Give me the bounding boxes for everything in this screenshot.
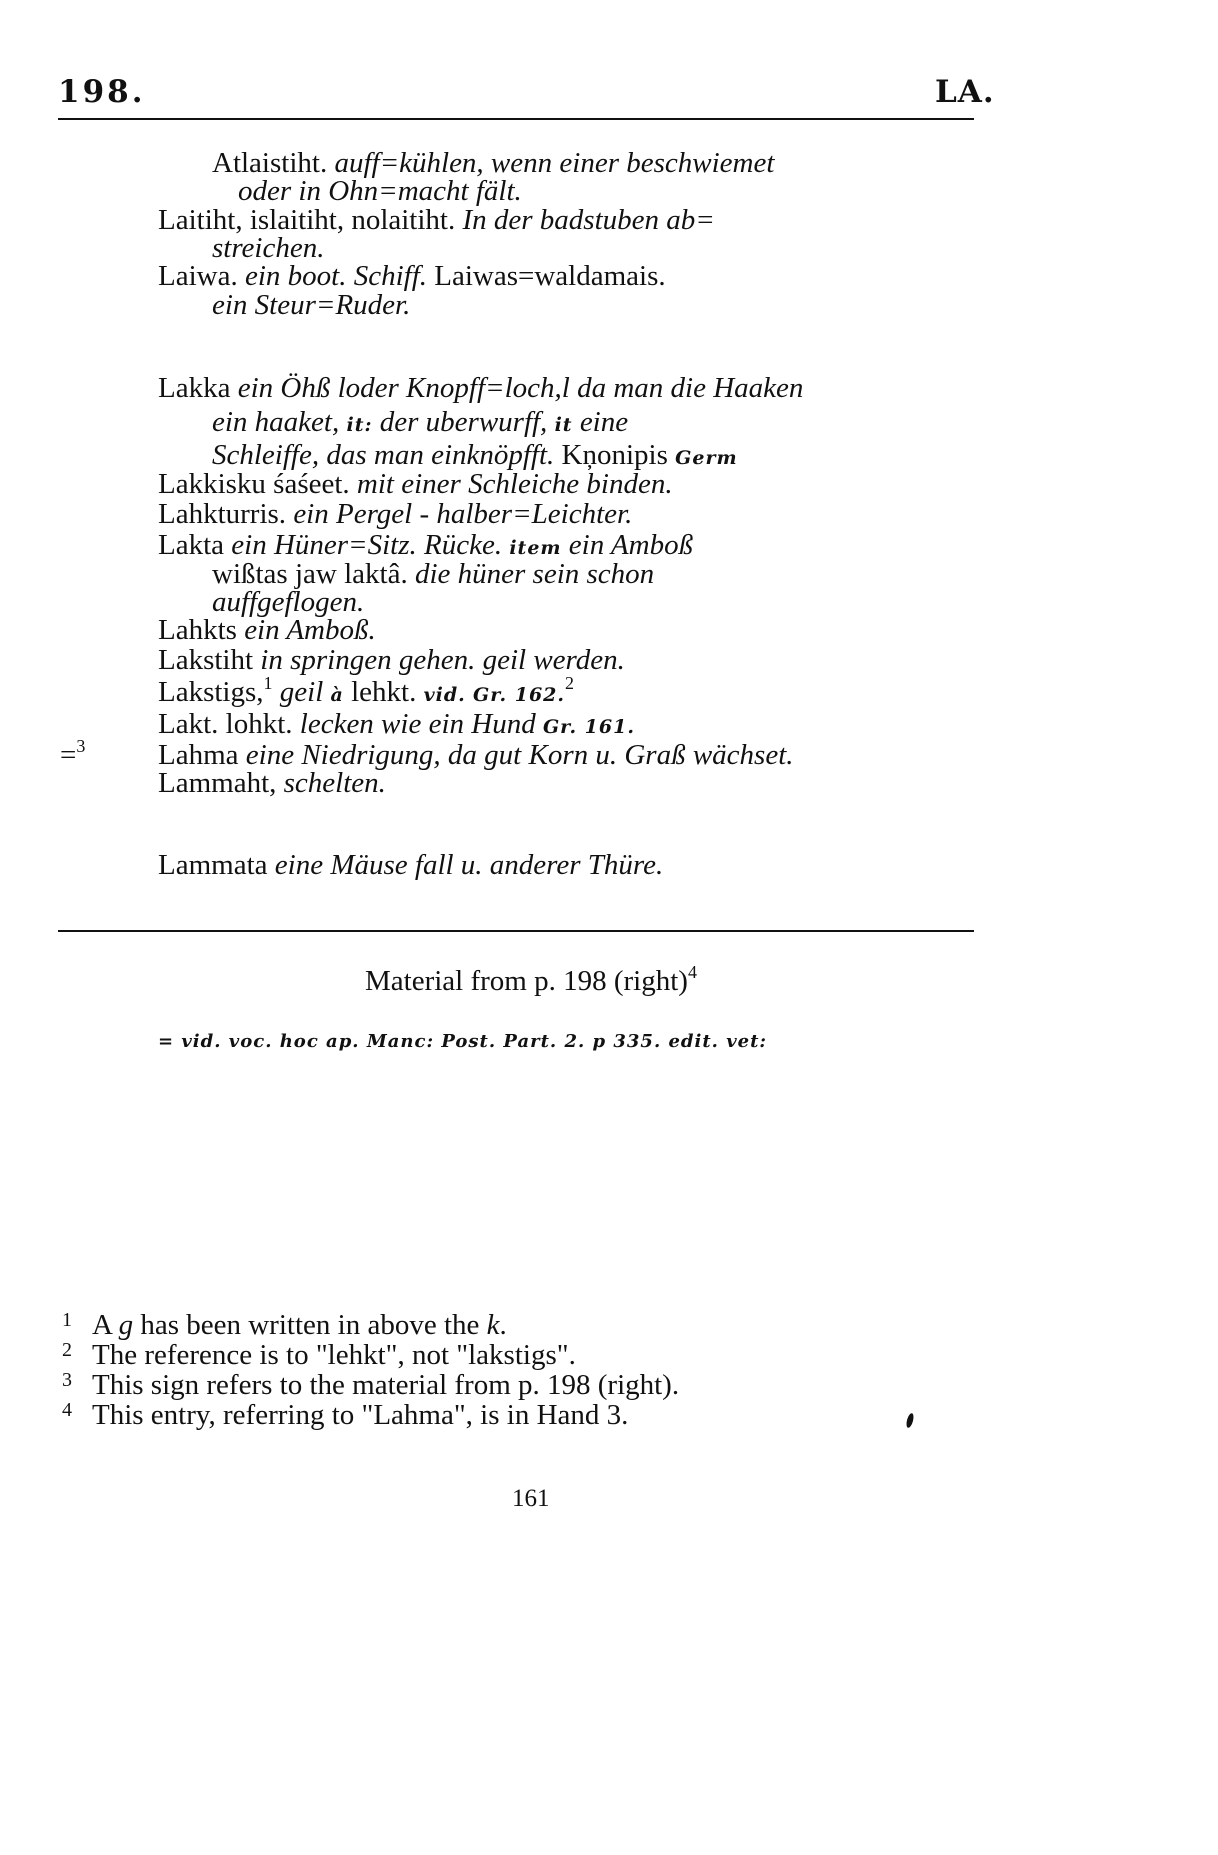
- footnote-ref[interactable]: 3: [76, 736, 86, 756]
- entry-atlaistiht-cont: oder in Ohn=macht fält.: [238, 175, 522, 207]
- footnote-ref[interactable]: 1: [263, 673, 273, 693]
- headword: Lakka: [158, 372, 231, 404]
- footnote-text: This entry, referring to "Lahma", is in Hand 3.: [92, 1399, 629, 1431]
- hand-it: it: [554, 414, 573, 436]
- example: wißtas jaw laktâ.: [212, 558, 408, 590]
- gloss: der uberwurff,: [379, 406, 548, 438]
- footnote-number: 4: [62, 1399, 72, 1421]
- gloss: schelten.: [283, 767, 386, 799]
- gloss: geil: [279, 676, 324, 708]
- footnote-4: [62, 1393, 628, 1432]
- entry-lahkts: [158, 613, 376, 647]
- gloss-parenthetical: loder Knopff=loch,l: [337, 372, 570, 404]
- material-heading: [365, 964, 697, 998]
- gloss: ein boot. Schiff.: [244, 260, 427, 292]
- footnote-ref[interactable]: 4: [687, 962, 697, 982]
- headword: Lahma: [158, 739, 239, 771]
- entry-lakkisku: [158, 467, 673, 501]
- entry-lammata: [158, 848, 663, 882]
- hand-a: à: [330, 684, 344, 706]
- gloss: ein Amboß.: [244, 614, 376, 646]
- gloss: eine Niedrigung, da gut Korn u. Graß wächset.: [245, 739, 794, 771]
- gloss: ein Hüner=Sitz. Rücke.: [231, 529, 503, 561]
- material-heading-text: Material from p. 198 (right): [365, 965, 688, 997]
- footnote-ref[interactable]: 2: [565, 673, 575, 693]
- entry-lakstiht: [158, 643, 625, 677]
- gloss: auff=kühlen, wenn einer beschwiemet: [334, 147, 775, 179]
- gloss: ein haaket,: [212, 406, 340, 438]
- gloss: da man die Haaken: [577, 372, 804, 404]
- word: lehkt.: [351, 676, 417, 708]
- entry-lakka-cont1: [212, 405, 628, 442]
- page-right-heading: LA.: [935, 74, 995, 110]
- headword: Atlaistiht.: [212, 147, 328, 179]
- gloss: lecken wie ein Hund: [299, 708, 536, 740]
- headword-compound: Laiwas=waldamais.: [434, 260, 666, 292]
- hand-gr-ref: Gr. 161.: [542, 716, 635, 738]
- section-rule: [58, 930, 974, 932]
- headword: Lakt. lohkt.: [158, 708, 293, 740]
- ink-speck: [905, 1412, 915, 1428]
- entry-lakta-cont2: auffgeflogen.: [212, 586, 365, 618]
- headword: Laiwa.: [158, 260, 238, 292]
- headword: Lahkts: [158, 614, 237, 646]
- footnote-italic: k: [486, 1309, 500, 1341]
- footnote-text: A: [92, 1309, 119, 1341]
- headword: Laitiht, islaitiht, nolaitiht.: [158, 204, 456, 236]
- footnote-number: 1: [62, 1309, 72, 1331]
- gloss: In der badstuben ab=: [462, 204, 715, 236]
- footnote-number: 3: [62, 1369, 72, 1391]
- page-left-number: 198.: [58, 74, 146, 110]
- header-rule: [58, 118, 974, 120]
- headword: Lakta: [158, 529, 225, 561]
- footnote-number: 2: [62, 1339, 72, 1361]
- headword: Lahkturris.: [158, 498, 287, 530]
- hand-item: item: [509, 537, 562, 559]
- entry-laiwa-cont: ein Steur=Ruder.: [212, 289, 411, 321]
- footnote-text: .: [499, 1309, 507, 1341]
- gloss: in springen gehen. geil werden.: [260, 644, 625, 676]
- page-number: 161: [512, 1485, 550, 1512]
- headword-variant: Kņonipis: [561, 439, 668, 471]
- margin-sign: [60, 738, 85, 772]
- headword: Lakstigs,: [158, 676, 264, 708]
- headword: Lammata: [158, 849, 268, 881]
- entry-lammaht: [158, 766, 386, 800]
- footnote-text: has been written in above the: [133, 1309, 487, 1341]
- hand-germ: Germ: [675, 447, 738, 469]
- gloss: mit einer Schleiche binden.: [356, 468, 673, 500]
- entry-lakka: [158, 371, 803, 405]
- entry-laitiht-cont: streichen.: [212, 232, 325, 264]
- headword: Lakstiht: [158, 644, 254, 676]
- footnote-text: The reference is to "lehkt", not "lakstigs".: [92, 1339, 576, 1371]
- gloss: die hüner sein schon: [414, 558, 655, 590]
- gloss: ein Pergel - halber=Leichter.: [293, 498, 633, 530]
- hand-gr-ref: Gr. 162.: [473, 684, 566, 706]
- entry-lahkturris: [158, 497, 632, 531]
- material-text: = vid. voc. hoc ap. Manc: Post. Part. 2. p 335. edit. vet:: [158, 1031, 768, 1052]
- margin-equals: =: [60, 739, 77, 771]
- footnote-text: This sign refers to the material from p. 198 (right).: [92, 1369, 680, 1401]
- gloss: eine: [579, 406, 629, 438]
- hand-vid: vid.: [423, 684, 466, 706]
- headword: Lakkisku śaśeet.: [158, 468, 350, 500]
- gloss: Schleiffe, das man einknöpfft.: [212, 439, 555, 471]
- hand-it: it:: [346, 414, 373, 436]
- gloss: eine Mäuse fall u. anderer Thüre.: [274, 849, 664, 881]
- gloss: ein Amboß: [568, 529, 694, 561]
- footnote-italic: g: [118, 1309, 134, 1341]
- gloss: ein Öhß: [237, 372, 331, 404]
- headword: Lammaht,: [158, 767, 277, 799]
